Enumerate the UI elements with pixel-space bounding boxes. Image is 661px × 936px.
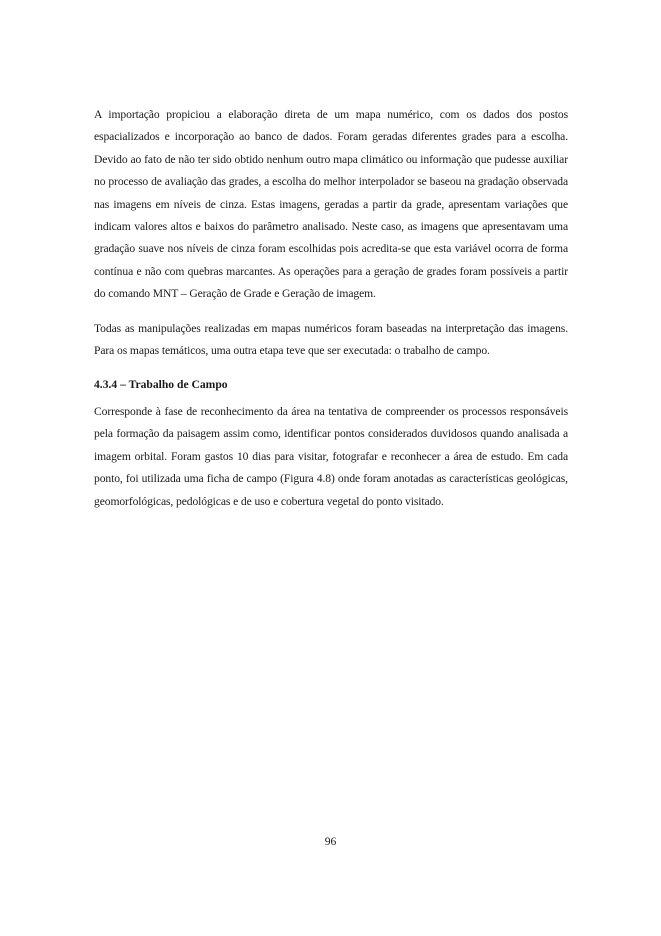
paragraph-manipulacoes: Todas as manipulações realizadas em mapas numéricos foram baseadas na interpretação das imagens. Para os mapas temáticos, uma outra etapa teve que ser executada: o trabalho de campo. [94,321,568,358]
page-number: 96 [324,835,337,848]
section-heading: 4.3.4 – Trabalho de Campo [94,378,228,392]
page-body [94,104,568,525]
paragraph-trabalho-de-campo: Corresponde à fase de reconhecimento da área na tentativa de compreender os processos responsáveis pela formação da paisagem assim como, identificar pontos considerados duvidosos quando analisada a imagem orbital. Foram gastos 10 dias para visitar, fotografar e reconhecer a área de estudo. Em cada ponto, foi utilizada uma ficha de campo (Figura 4.8) onde foram anotadas as características geológicas, geomorfológicas, pedológicas e de uso e cobertura vegetal do ponto visitado. [94,404,568,508]
paragraph-importacao: A importação propiciou a elaboração direta de um mapa numérico, com os dados dos postos espacializados e incorporação ao banco de dados. Foram geradas diferentes grades para a escolha. Devido ao fato de não ter sido obtido nenhum outro mapa climático ou informação que pudesse auxiliar no processo de avaliação das grades, a escolha do melhor interpolador se baseou na gradação observada nas imagens em níveis de cinza. Estas imagens, geradas a partir da grade, apresentam variações que indicam valores altos e baixos do parâmetro analisado. Neste caso, as imagens que apresentavam uma gradação suave nos níveis de cinza foram escolhidas pois acredita-se que esta variável ocorra de forma contínua e não com quebras marcantes. As operações para a geração de grades foram possíveis a partir do comando MNT – Geração de Grade e Geração de imagem. [94,108,568,301]
